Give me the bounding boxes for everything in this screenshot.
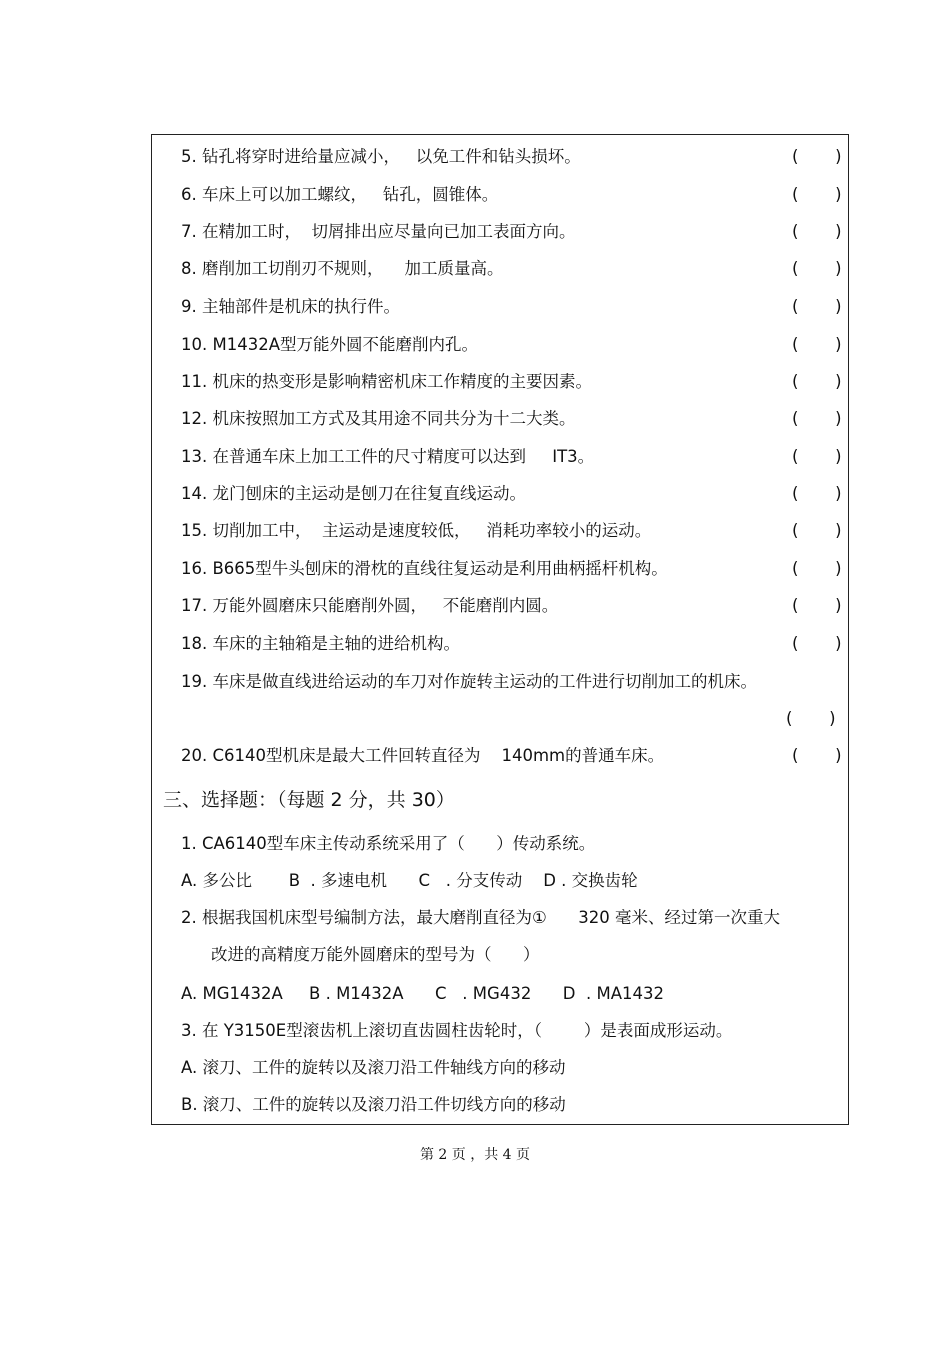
answer-blank-8: ( ) (792, 259, 842, 278)
question-8: 8. 磨削加工切削刃不规则， 加工质量高。 (181, 259, 504, 278)
choice-options-2: A. MG1432A B . M1432A C . MG432 D . MA1432 (181, 984, 664, 1003)
question-20: 20. C6140型机床是最大工件回转直径为 140mm的普通车床。 (181, 746, 665, 765)
answer-blank-9: ( ) (792, 297, 842, 316)
answer-blank-19: ( ) (786, 709, 836, 728)
choice-question-2-cont: 改进的高精度万能外圆磨床的型号为（ ） (211, 945, 540, 964)
answer-blank-16: ( ) (792, 559, 842, 578)
question-18: 18. 车床的主轴箱是主轴的进给机构。 (181, 634, 460, 653)
answer-blank-20: ( ) (792, 746, 842, 765)
question-19: 19. 车床是做直线进给运动的车刀对作旋转主运动的工件进行切削加工的机床。 (181, 672, 757, 691)
question-17: 17. 万能外圆磨床只能磨削外圆， 不能磨削内圆。 (181, 596, 559, 615)
question-15: 15. 切削加工中， 主运动是速度较低， 消耗功率较小的运动。 (181, 521, 652, 540)
question-13: 13. 在普通车床上加工工件的尺寸精度可以达到 IT3。 (181, 447, 595, 466)
question-5: 5. 钻孔将穿时进给量应减小， 以免工件和钻头损坏。 (181, 147, 581, 166)
answer-blank-13: ( ) (792, 447, 842, 466)
question-16: 16. B665型牛头刨床的滑枕的直线往复运动是利用曲柄摇杆机构。 (181, 559, 668, 578)
answer-blank-14: ( ) (792, 484, 842, 503)
answer-blank-11: ( ) (792, 372, 842, 391)
choice-option-3b: B. 滚刀、工件的旋转以及滚刀沿工件切线方向的移动 (181, 1095, 566, 1114)
question-14: 14. 龙门刨床的主运动是刨刀在往复直线运动。 (181, 484, 526, 503)
answer-blank-18: ( ) (792, 634, 842, 653)
question-9: 9. 主轴部件是机床的执行件。 (181, 297, 400, 316)
choice-options-1: A. 多公比 B . 多速电机 C . 分支传动 D . 交换齿轮 (181, 871, 638, 890)
section-title: 三、选择题：（每题 2 分，共 30） (163, 789, 455, 811)
choice-question-3: 3. 在 Y3150E型滚齿机上滚切直齿圆柱齿轮时，（ ）是表面成形运动。 (181, 1021, 733, 1040)
answer-blank-17: ( ) (792, 596, 842, 615)
question-11: 11. 机床的热变形是影响精密机床工作精度的主要因素。 (181, 372, 592, 391)
answer-blank-6: ( ) (792, 185, 842, 204)
choice-question-1: 1. CA6140型车床主传动系统采用了（ ）传动系统。 (181, 834, 596, 853)
question-7: 7. 在精加工时， 切屑排出应尽量向已加工表面方向。 (181, 222, 576, 241)
answer-blank-5: ( ) (792, 147, 842, 166)
answer-blank-7: ( ) (792, 222, 842, 241)
question-10: 10. M1432A型万能外圆不能磨削内孔。 (181, 335, 478, 354)
answer-blank-12: ( ) (792, 409, 842, 428)
question-6: 6. 车床上可以加工螺纹， 钻孔，圆锥体。 (181, 185, 499, 204)
page-number: 第 2 页 ，共 4 页 (419, 1147, 531, 1163)
choice-question-2: 2. 根据我国机床型号编制方法，最大磨削直径为① 320 毫米、经过第一次重大 (181, 908, 780, 927)
question-12: 12. 机床按照加工方式及其用途不同共分为十二大类。 (181, 409, 576, 428)
question-frame (151, 134, 849, 1125)
answer-blank-10: ( ) (792, 335, 842, 354)
choice-option-3a: A. 滚刀、工件的旋转以及滚刀沿工件轴线方向的移动 (181, 1058, 566, 1077)
answer-blank-15: ( ) (792, 521, 842, 540)
